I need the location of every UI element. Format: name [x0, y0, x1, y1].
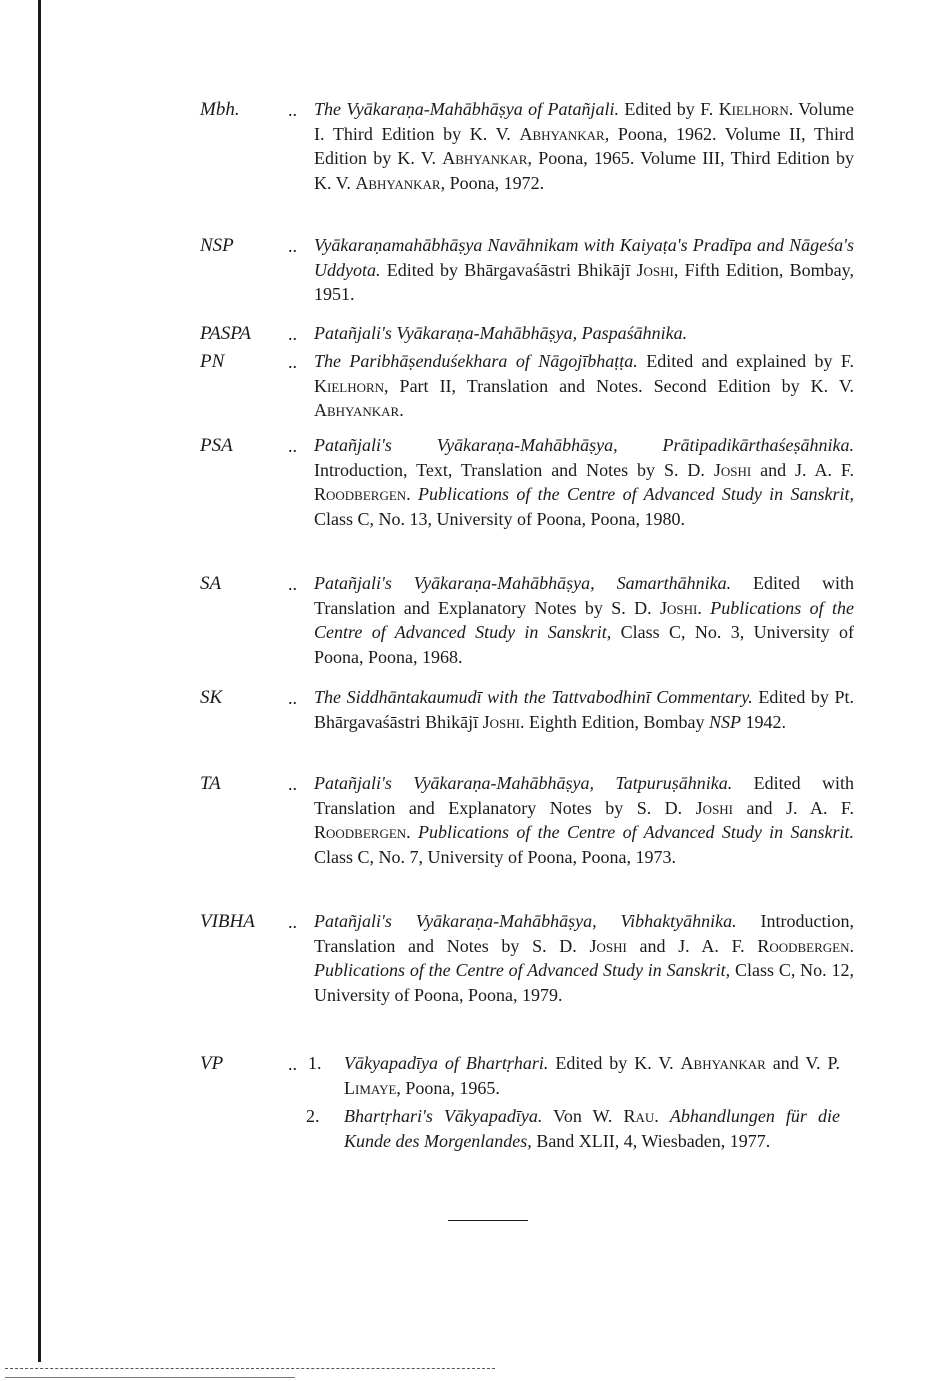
entry-description: [314, 233, 854, 307]
entry-text: Band XLII, 4, Wiesbaden, 1977.: [531, 1130, 771, 1151]
entry-description: [314, 97, 854, 195]
entry-text: .: [697, 597, 711, 618]
author-name: Joshi: [660, 597, 698, 618]
italic-title: Publications of the Centre of Advanced Study in Sanskrit,: [418, 484, 855, 504]
italic-title: Patañjali's Vyākaraṇa-Mahābhāṣya, Prātipadikārthaśeṣāhnika.: [314, 435, 854, 455]
entry-description: [314, 771, 854, 869]
author-name: Abhyankar: [314, 400, 400, 420]
leader-dots: ..: [288, 1054, 297, 1074]
leader-dots: ..: [288, 352, 297, 372]
leader-dots: ..: [288, 324, 297, 344]
italic-title: The Siddhāntakaumudī with the Tattvabodhinī Commentary.: [314, 687, 753, 707]
entry-text: and J. A. F.: [733, 797, 854, 818]
bottom-scan-line: [5, 1368, 495, 1369]
author-name: Kielhorn: [314, 375, 385, 396]
italic-title: Patañjali's Vyākaraṇa-Mahābhāṣya, Vibhaktyāhnika.: [314, 911, 737, 931]
italic-title: Patañjali's Vyākaraṇa-Mahābhāṣya, Tatpuruṣāhnika.: [314, 773, 733, 793]
italic-title: Vākyapadīya of Bhartṛhari.: [344, 1053, 549, 1073]
entry-text: .: [406, 822, 418, 842]
entry-text: Edited and explained by F.: [637, 351, 855, 371]
abbreviation-label: TA: [200, 773, 221, 794]
leader-dots: ..: [288, 912, 297, 932]
italic-title: Bhartṛhari's Vākyapadīya.: [344, 1106, 543, 1126]
author-name: Joshi: [482, 711, 520, 732]
leader-dots: ..: [288, 236, 297, 256]
entry-text: , Part II, Translation and Notes. Second Edition by K. V.: [384, 375, 854, 396]
entry-text: and J. A. F.: [626, 935, 758, 956]
sub-entry-description: [344, 1104, 840, 1153]
entry-description: [314, 349, 854, 423]
author-name: Roodbergen: [757, 935, 850, 956]
entry-text: , Poona, 1972.: [440, 172, 545, 193]
entry-description: [314, 571, 854, 669]
author-name: Abhyankar: [442, 148, 528, 168]
end-rule: [448, 1220, 528, 1221]
entry-text: .: [849, 935, 854, 956]
abbreviation-label: SA: [200, 573, 222, 594]
italic-title: The Vyākaraṇa-Mahābhāṣya of Patañjali.: [314, 99, 620, 119]
author-name: Abhyankar: [519, 123, 605, 144]
author-name: Abhyankar: [355, 172, 441, 193]
italic-title: NSP: [708, 711, 741, 732]
entry-text: and V. P.: [765, 1053, 841, 1073]
italic-title: Patañjali's Vyākaraṇa-Mahābhāṣya, Paspaśāhnika.: [314, 323, 688, 343]
italic-title: The Paribhāṣenduśekhara of Nāgojībhaṭṭa.: [314, 351, 638, 371]
entry-description: [314, 321, 854, 346]
entry-text: , Poona, 1962. Volume II, Third Edition by K. V.: [314, 123, 854, 168]
entry-text: Edited by F.: [619, 99, 719, 119]
entry-text: and J. A. F.: [751, 459, 854, 480]
entry-text: Class C, No. 12, University of Poona, Poona, 1979.: [314, 960, 855, 1005]
entry-text: .: [406, 484, 418, 504]
entry-text: Edited by Pt. Bhārgavaśāstri Bhikājī: [314, 687, 854, 732]
entry-text: Edited by K. V.: [548, 1053, 681, 1073]
author-name: Joshi: [636, 259, 674, 280]
italic-title: Patañjali's Vyākaraṇa-Mahābhāṣya, Samarthāhnika.: [314, 573, 732, 593]
italic-title: Publications of the Centre of Advanced Study in Sanskrit,: [314, 597, 855, 642]
entry-text: .: [399, 400, 404, 420]
italic-title: Vyākaraṇamahābhāṣya Navāhnikam with Kaiyaṭa's Pradīpa and Nāgeśa's Uddyota.: [314, 235, 854, 280]
author-name: Limaye: [344, 1077, 397, 1098]
sub-entry-number: 2.: [306, 1106, 320, 1126]
entry-text: Class C, No. 13, University of Poona, Poona, 1980.: [314, 508, 685, 529]
sub-entry-number: 1.: [308, 1053, 322, 1073]
italic-title: Publications of the Centre of Advanced Study in Sanskrit,: [314, 960, 731, 980]
author-name: Rau: [623, 1106, 655, 1126]
author-name: Roodbergen: [314, 822, 407, 842]
sub-entry-description: [344, 1051, 840, 1100]
entry-text: Von W.: [542, 1106, 624, 1126]
leader-dots: ..: [288, 436, 297, 456]
abbreviation-label: PN: [200, 351, 225, 372]
leader-dots: ..: [288, 688, 297, 708]
entry-text: Class C, No. 3, University of Poona, Poona, 1968.: [314, 622, 854, 667]
author-name: Joshi: [695, 797, 734, 818]
author-name: Abhyankar: [680, 1053, 766, 1073]
entry-text: . Volume I. Third Edition by K. V.: [314, 99, 854, 144]
author-name: Roodbergen: [314, 484, 407, 504]
abbreviation-label: PASPA: [200, 323, 252, 344]
entry-text: , Poona, 1965. Volume III, Third Edition by K. V.: [314, 148, 854, 193]
entry-text: , Poona, 1965.: [396, 1077, 500, 1098]
leader-dots: ..: [288, 574, 297, 594]
abbreviation-label: PSA: [200, 435, 233, 456]
entry-text: Class C, No. 7, University of Poona, Poona, 1973.: [314, 846, 676, 867]
entry-text: . Eighth Edition, Bombay: [519, 711, 709, 732]
italic-title: Publications of the Centre of Advanced Study in Sanskrit.: [418, 822, 855, 842]
leader-dots: ..: [288, 100, 297, 120]
abbreviation-label: SK: [200, 687, 223, 708]
entry-description: [314, 433, 854, 531]
author-name: Joshi: [589, 935, 627, 956]
abbreviation-label: VP: [200, 1053, 224, 1074]
entry-text: Introduction, Translation and Notes by S. D.: [314, 911, 854, 956]
italic-title: Abhandlungen für die Kunde des Morgenlandes,: [344, 1106, 840, 1151]
entry-description: [314, 685, 854, 734]
entry-text: 1942.: [741, 711, 786, 732]
entry-text: .: [654, 1106, 670, 1126]
entry-text: Introduction, Text, Translation and Notes by S. D.: [314, 459, 714, 480]
leader-dots: ..: [288, 774, 297, 794]
entry-text: Edited with Translation and Explanatory Notes by S. D.: [314, 573, 854, 618]
page-binding-edge: [38, 0, 41, 1362]
abbreviation-label: Mbh.: [200, 99, 240, 120]
entry-text: , Fifth Edition, Bombay, 1951.: [314, 259, 854, 304]
entry-description: [314, 909, 854, 1007]
abbreviation-label: NSP: [200, 235, 234, 256]
author-name: Joshi: [713, 459, 752, 480]
entry-text: Edited by Bhārgavaśāstri Bhikājī: [380, 259, 637, 280]
author-name: Kielhorn: [718, 99, 789, 119]
entry-text: Edited with Translation and Explanatory Notes by S. D.: [314, 773, 854, 818]
abbreviation-label: VIBHA: [200, 911, 255, 932]
bottom-scan-line-2: [5, 1377, 295, 1378]
